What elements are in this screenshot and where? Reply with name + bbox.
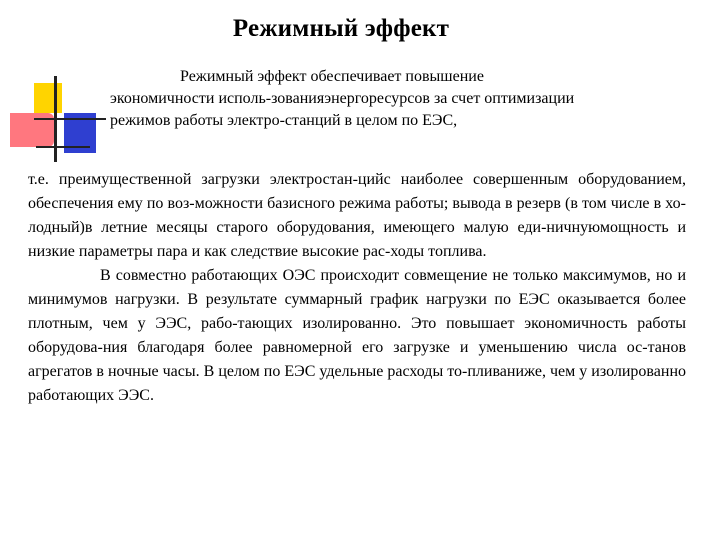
intro-line-3: режимов работы электро-станций в целом по ЕЭС, (110, 112, 458, 129)
intro-line-2: экономичности исполь-зованияэнергоресурсов за счет оптимизации (110, 90, 575, 107)
body-text (28, 168, 686, 408)
paragraph-1: т.е. преимущественной загрузки электростан-цийс наиболее совершенным оборудованием, обеспечения ему по воз-можности базисного режима работы; вывода в резерв (в том числе в хо-лодный)в летние месяцы старого оборудования, имеющего малую еди-ничнуюмощность и низкие параметры пара и как следствие высокие рас-ходы топлива. (28, 171, 686, 260)
intro-text (110, 66, 690, 132)
paragraph-2: В совместно работающих ОЭС происходит совмещение не только максимумов, но и минимумов нагрузки. В результате суммарный график нагрузки по ЕЭС оказывается более плотным, чем у ЭЭС, рабо-тающих изолированно. Это повышает экономичность работы оборудова-ния благодаря более равномерной его загрузке и уменьшению числа ос-танов агрегатов в ночные часы. В целом по ЕЭС удельные расходы то-пливаниже, чем у изолированно работающих ЭЭС. (28, 267, 686, 404)
horizontal-line-shape-lower (36, 146, 90, 148)
intro-line-1: Режимный эффект обеспечивает повышение (180, 68, 484, 85)
horizontal-line-shape (34, 118, 106, 120)
page-title: Режимный эффект (232, 15, 450, 42)
yellow-square-shape (34, 83, 62, 113)
